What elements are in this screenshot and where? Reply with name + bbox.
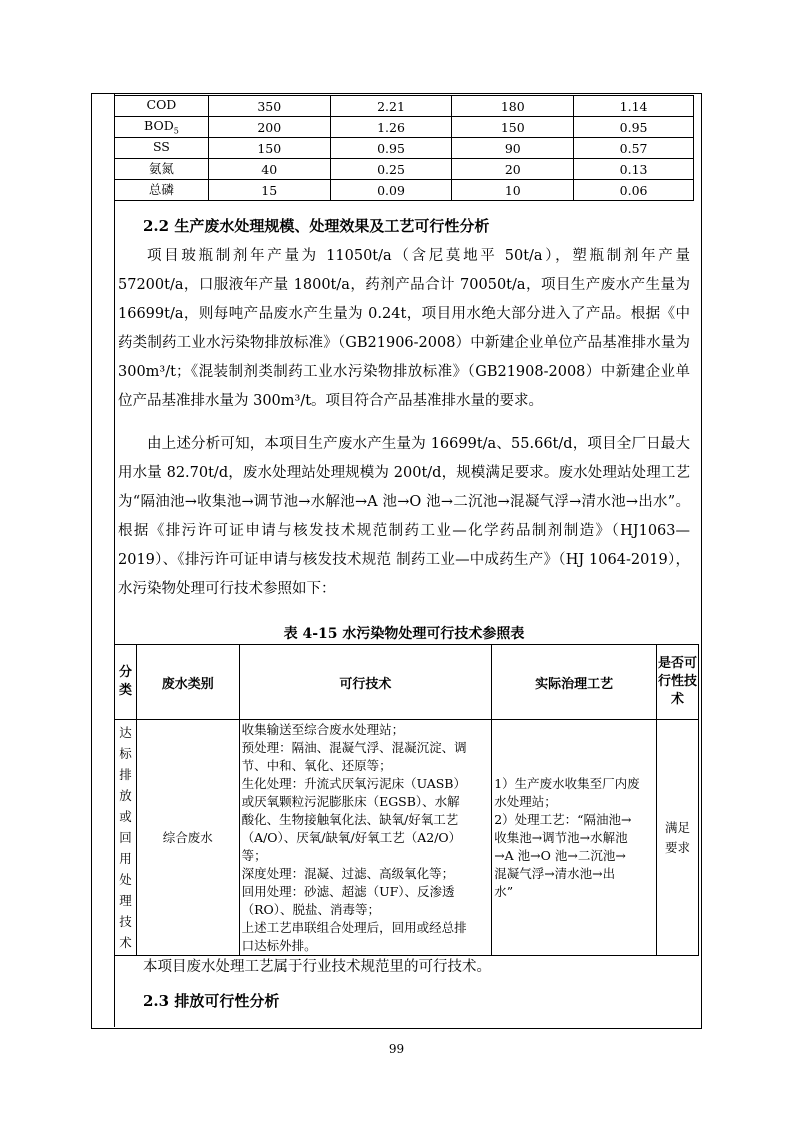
feasible-tech-line: 上述工艺串联组合处理后，回用或经总排: [241, 919, 467, 935]
header-wastewater-type: 废水类别: [136, 645, 239, 720]
section-heading-2-2: 2.2 生产废水处理规模、处理效果及工艺可行性分析: [143, 217, 490, 235]
table-row: [115, 138, 694, 159]
pollutant-name: COD: [115, 96, 209, 117]
feasible-tech-line: 收集输送至综合废水处理站；: [241, 721, 405, 737]
feasible-tech-line: 等；: [241, 847, 267, 863]
value-cell: 0.06: [574, 180, 694, 201]
value-cell: 1.14: [574, 96, 694, 117]
header-is-feasible: 是否可行性技术: [656, 645, 698, 720]
pollutant-name: 氨氮: [115, 159, 209, 180]
value-cell: 0.57: [574, 138, 694, 159]
pollutant-name: 总磷: [115, 180, 209, 201]
conclusion-text: 本项目废水处理工艺属于行业技术规范里的可行技术。: [143, 959, 491, 975]
actual-process-line: 收集池→调节池→水解池: [494, 829, 628, 845]
actual-process-line: 2）处理工艺：“隔油池→: [494, 811, 632, 827]
value-cell: 40: [208, 159, 330, 180]
value-cell: 1.26: [330, 117, 452, 138]
actual-process-line: 混凝气浮→清水池→出: [494, 865, 616, 881]
paragraph-water-volume: 项目玻瓶制剂年产量为 11050t/a（含尼莫地平 50t/a），塑瓶制剂年产量 57200t/a，口服液年产量 1800t/a，药剂产品合计 70050t/a，项目生产废水产生量为 16699t/a，则每吨产品废水产生量为 0.24t，项目用水绝大部分进入了产品。根据《中药类制药工业水污染物排放标准》（GB21906-2008）中新建企业单位产品基准排水量为 300m³/t；《混装制剂类制药工业水污染物排放标准》（GB21908-2008）中新建企业单位产品基准排水量为 300m³/t。项目符合产品基准排水量的要求。: [118, 248, 690, 409]
cell-is-feasible: 满足要求: [656, 720, 698, 956]
feasible-tech-line: 回用处理：砂滤、超滤（UF）、反渗透: [241, 883, 455, 899]
feasible-tech-line: 酸化、生物接触氧化法、缺氧/好氧工艺: [241, 811, 459, 827]
section-heading-2-3: 2.3 排放可行性分析: [143, 992, 280, 1010]
paragraph-treatment-process: 由上述分析可知，本项目生产废水产生量为 16699t/a、55.66t/d，项目全厂日最大用水量 82.70t/d，废水处理站处理规模为 200t/d，规模满足要求。废水处理站处理工艺为“隔油池→收集池→调节池→水解池→A 池→O 池→二沉池→混凝气浮→清水池→出水”。根据《排污许可证申请与核发技术规范制药工业—化学药品制剂制造》（HJ1063—2019）、《排污许可证申请与核发技术规范 制药工业—中成药生产》（HJ 1064-2019），水污染物处理可行技术参照如下：: [118, 436, 690, 597]
value-cell: 180: [452, 96, 574, 117]
header-actual-process: 实际治理工艺: [492, 645, 657, 720]
header-feasible-tech: 可行技术: [239, 645, 492, 720]
actual-process-line: 1）生产废水收集至厂内废: [494, 775, 640, 791]
feasible-tech-line: 生化处理：升流式厌氧污泥床（UASB）: [241, 775, 466, 791]
value-cell: 0.95: [330, 138, 452, 159]
value-cell: 0.09: [330, 180, 452, 201]
value-cell: 10: [452, 180, 574, 201]
feasible-tech-line: 深度处理：混凝、过滤、高级氧化等；: [241, 865, 455, 881]
table-row: [115, 117, 694, 138]
pollutant-table: [114, 95, 694, 201]
cell-category: 达标排放或回用处理技术: [115, 720, 137, 956]
value-cell: 0.13: [574, 159, 694, 180]
value-cell: 150: [208, 138, 330, 159]
table-caption: 表 4-15 水污染物处理可行技术参照表: [283, 626, 525, 642]
actual-process-line: →A 池→O 池→二沉池→: [494, 847, 626, 863]
feasible-tech-line: 预处理：隔油、混凝气浮、混凝沉淀、调: [241, 739, 467, 755]
value-cell: 90: [452, 138, 574, 159]
cell-wastewater-type: 综合废水: [136, 720, 239, 956]
header-category: 分类: [115, 645, 137, 720]
feasible-tech-line: 或厌氧颗粒污泥膨胀床（EGSB）、水解: [241, 793, 460, 809]
value-cell: 15: [208, 180, 330, 201]
actual-process-line: 水处理站；: [494, 793, 557, 809]
actual-process-line: 水”: [494, 883, 514, 899]
value-cell: 0.95: [574, 117, 694, 138]
feasible-tech-line: 口达标外排。: [241, 937, 317, 953]
table-row: [115, 180, 694, 201]
table-row: [115, 159, 694, 180]
cell-actual-process: [492, 720, 657, 956]
feasible-tech-line: 节、中和、氧化、还原等；: [241, 757, 392, 773]
pollutant-name: $BOD_5$: [115, 117, 209, 138]
pollutant-name: SS: [115, 138, 209, 159]
page-number: 99: [388, 1042, 405, 1056]
value-cell: 350: [208, 96, 330, 117]
feasible-tech-line: （RO）、脱盐、消毒等；: [241, 901, 380, 917]
value-cell: 0.25: [330, 159, 452, 180]
feasible-tech-table: [114, 644, 699, 956]
value-cell: 200: [208, 117, 330, 138]
value-cell: 20: [452, 159, 574, 180]
feasible-tech-line: （A/O）、厌氧/缺氧/好氧工艺（A2/O）: [241, 829, 462, 845]
value-cell: 2.21: [330, 96, 452, 117]
cell-feasible-tech: [239, 720, 492, 956]
table-row: [115, 96, 694, 117]
value-cell: 150: [452, 117, 574, 138]
